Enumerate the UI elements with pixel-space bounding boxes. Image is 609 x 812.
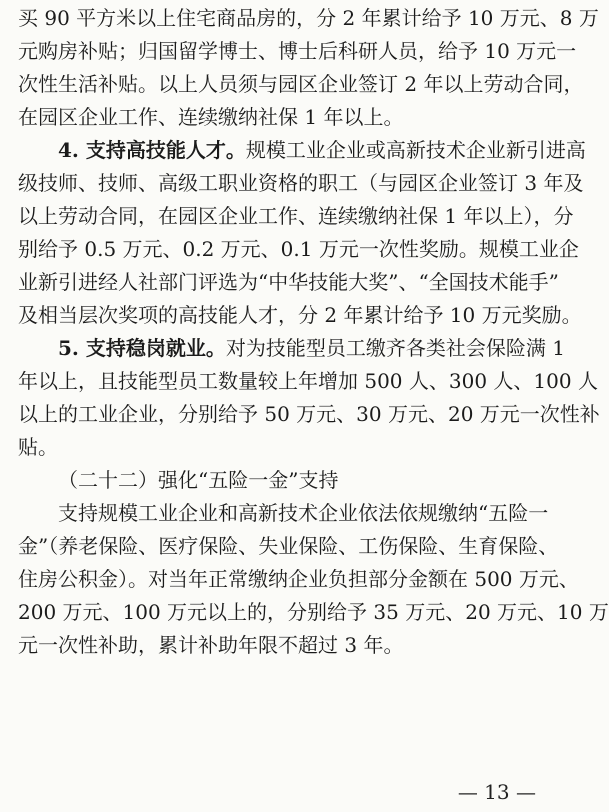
text-line: 元购房补贴；归国留学博士、博士后科研人员，给予 10 万元一 [18, 39, 577, 63]
text-line: 支持规模工业企业和高新技术企业依法依规缴纳“五险一 [58, 501, 549, 525]
text-line: 在园区企业工作、连续缴纳社保 1 年以上。 [18, 105, 404, 129]
page-number: — 13 — [457, 780, 536, 804]
text-line: 以上的工业企业，分别给予 50 万元、30 万元、20 万元一次性补 [18, 402, 600, 426]
text-line: 住房公积金）。对当年正常缴纳企业负担部分金额在 500 万元、 [18, 567, 579, 591]
text-line: 元一次性补助，累计补助年限不超过 3 年。 [18, 633, 404, 657]
text-line: 贴。 [18, 435, 58, 459]
section-heading: 4. 支持高技能人才。 [58, 138, 246, 162]
text-line: 次性生活补贴。以上人员须与园区企业签订 2 年以上劳动合同， [18, 72, 584, 96]
text-line: 以上劳动合同，在园区企业工作、连续缴纳社保 1 年以上），分 [18, 204, 574, 228]
text-line: 及相当层次奖项的高技能人才，分 2 年累计给予 10 万元奖励。 [18, 303, 582, 327]
section-heading: （二十二）强化“五险一金”支持 [58, 468, 339, 492]
text-line [58, 134, 586, 167]
section-heading: 5. 支持稳岗就业。 [58, 336, 226, 360]
text-line: 买 90 平方米以上住宅商品房的，分 2 年累计给予 10 万元、8 万 [18, 6, 599, 30]
text-line: 级技师、技师、高级工职业资格的职工（与园区企业签订 3 年及 [18, 171, 584, 195]
text-line: 金”（养老保险、医疗保险、失业保险、工伤保险、生育保险、 [18, 534, 559, 558]
text-span: 规模工业企业或高新技术企业新引进高 [245, 138, 586, 162]
text-line: 年以上，且技能型员工数量较上年增加 500 人、300 人、100 人 [18, 369, 598, 393]
text-line: 别给予 0.5 万元、0.2 万元、0.1 万元一次性奖励。规模工业企 [18, 237, 579, 261]
text-line [58, 332, 565, 365]
text-line: 业新引进经人社部门评选为“中华技能大奖”、“全国技术能手” [18, 270, 559, 294]
text-line: 200 万元、100 万元以上的，分别给予 35 万元、20 万元、10 万 [18, 600, 609, 624]
text-span: 对为技能型员工缴齐各类社会保险满 1 [225, 336, 565, 360]
